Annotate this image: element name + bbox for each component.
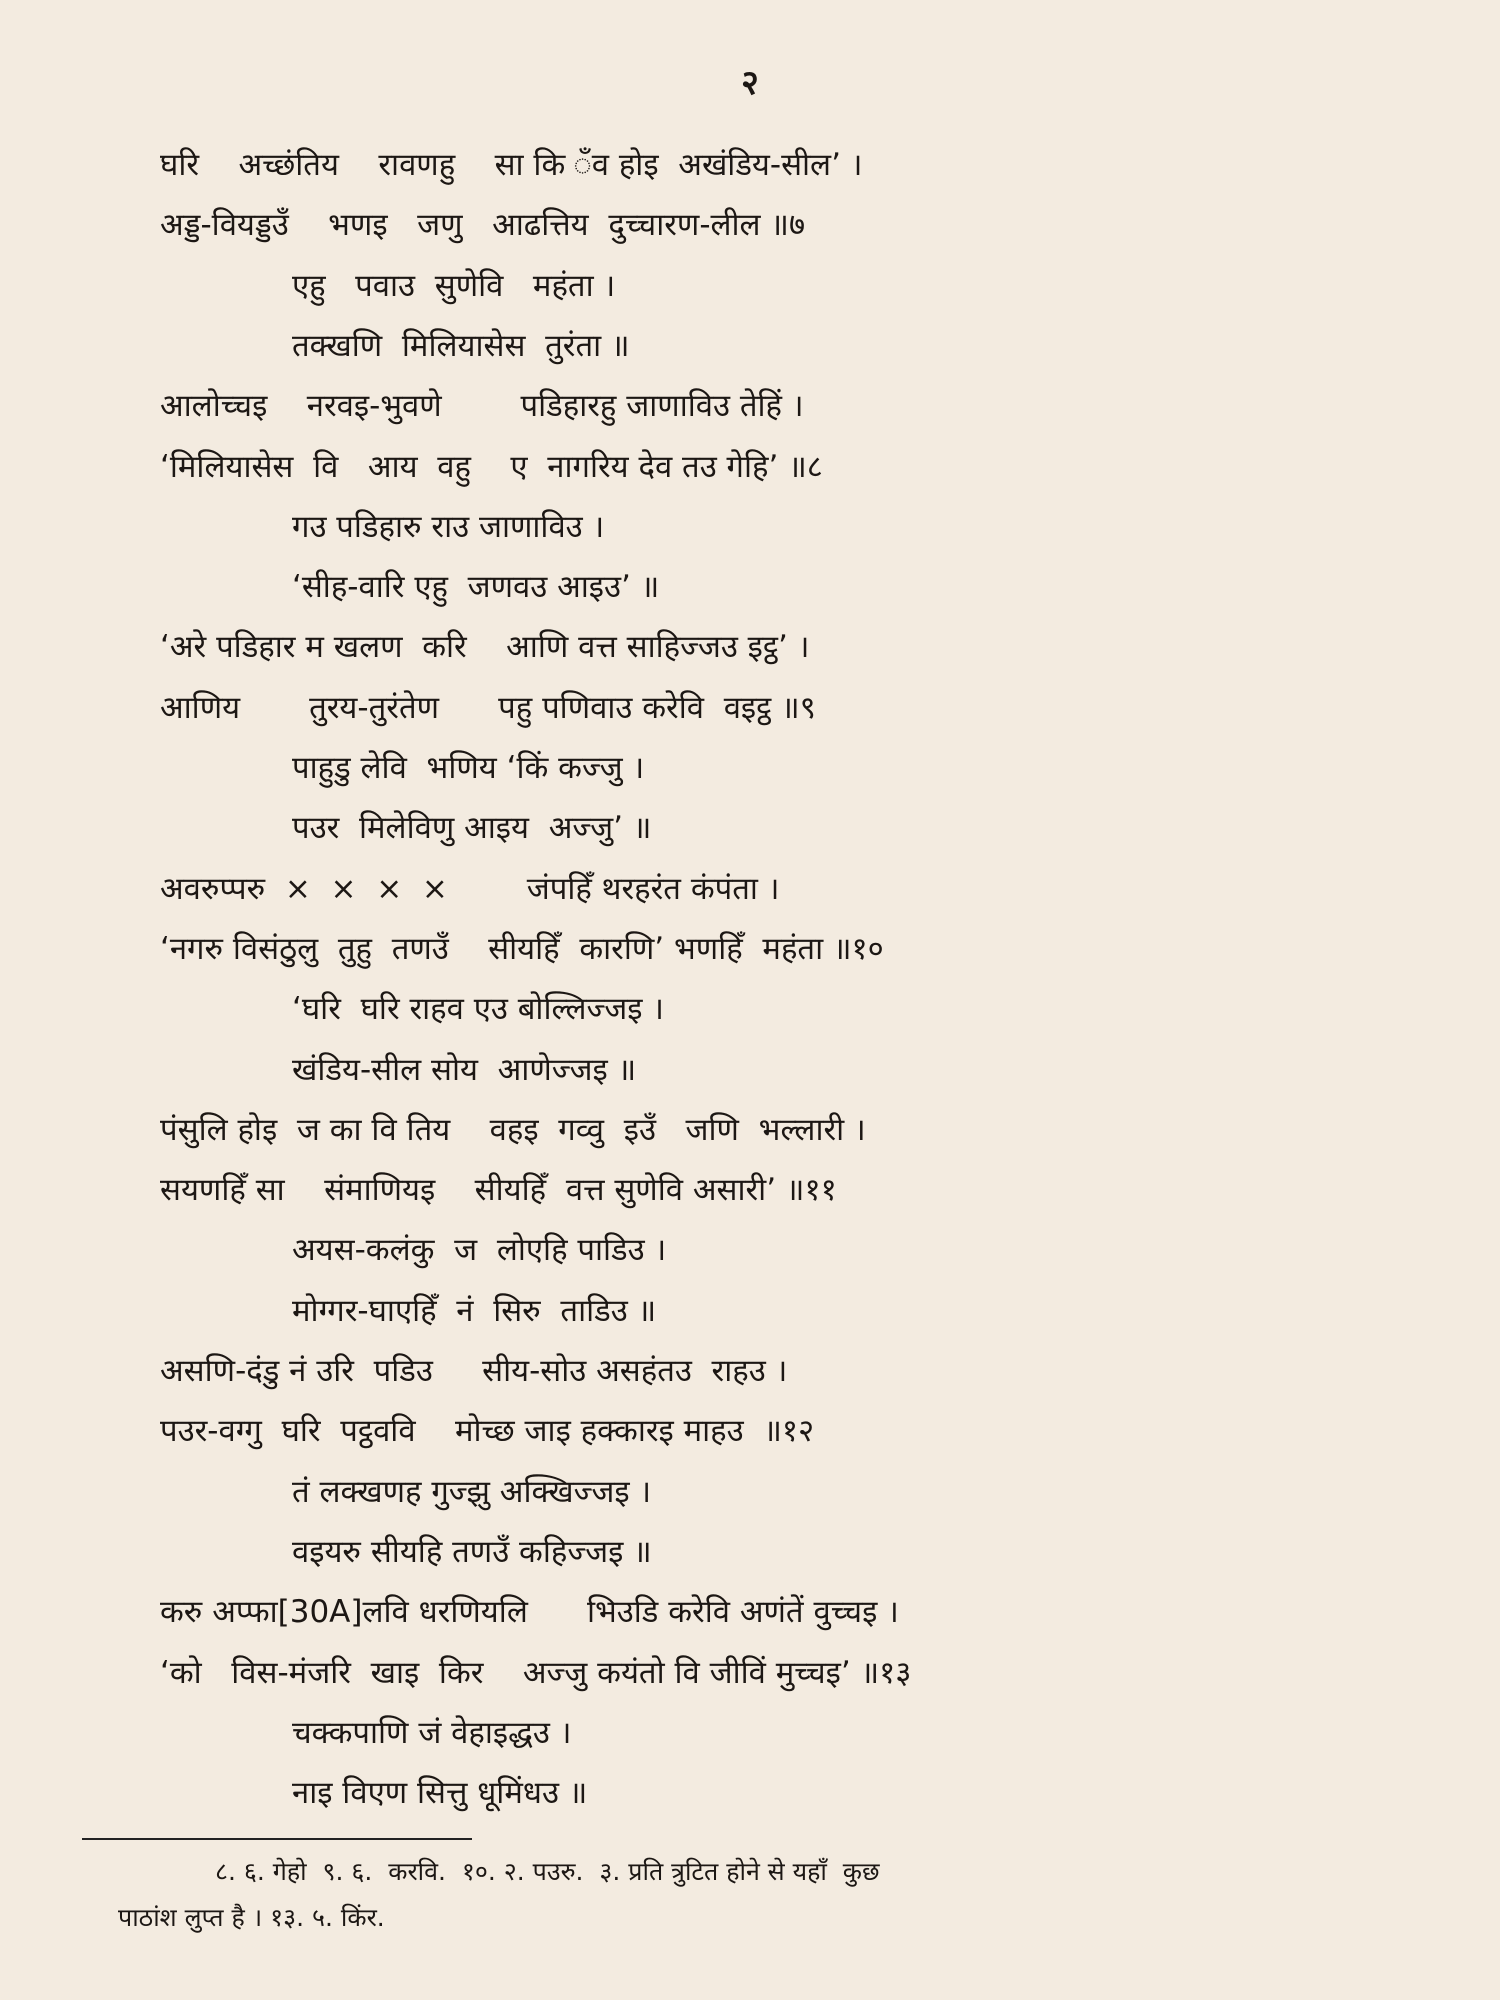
- footnote-line: ८. ६. गेहो ९. ६. करवि. १०. २. पउरु. ३. प्रति त्रुटित होने से यहाँ कुछ: [215, 1857, 880, 1886]
- verse-line: पउर मिलेविणु आइय अज्जु’ ॥: [292, 810, 652, 846]
- verse-line: असणि-दंडु नं उरि पडिउ सीय-सोउ असहंतउ राहउ ।: [160, 1353, 788, 1389]
- verse-line: पउर-वग्गु घरि पट्ठववि मोच्छ जाइ हक्कारइ माहउ ॥१२: [160, 1413, 815, 1449]
- verse-line: अयस-कलंकु ज लोएहि पाडिउ ।: [292, 1232, 667, 1268]
- verse-line: आणिय तुरय-तुरंतेण पहु पणिवाउ करेवि वइट्ठ ॥९: [160, 690, 816, 726]
- verse-line: अड्ड-वियड्डउँ भणइ जणु आढत्तिय दुच्चारण-लील ॥७: [160, 207, 806, 243]
- verse-line: घरि अच्छंतिय रावणहु सा कि ँव होइ अखंडिय-सील’ ।: [160, 147, 863, 183]
- footnote-rule: [82, 1838, 472, 1840]
- verse-line: आलोच्चइ नरवइ-भुवणे पडिहारहु जाणाविउ तेहिं ।: [160, 388, 804, 424]
- verse-line: तक्खणि मिलियासेस तुरंता ॥: [292, 328, 630, 364]
- verse-line: करु अप्फा[30A]लवि धरणियलि भिउडि करेवि अणंतें वुच्चइ ।: [160, 1594, 899, 1630]
- verse-line: ‘नगरु विसंठुलु तुहु तणउँ सीयहिँ कारणि’ भणहिँ महंता ॥१०: [160, 931, 884, 967]
- verse-line: ‘मिलियासेस वि आय वहु ए नागरिय देव तउ गेहि’ ॥८: [160, 449, 823, 485]
- verse-line: तं लक्खणह गुज्झु अक्खिज्जइ ।: [292, 1474, 652, 1510]
- page-number: २: [741, 63, 759, 103]
- verse-line: मोग्गर-घाएहिँ नं सिरु ताडिउ ॥: [292, 1293, 657, 1329]
- verse-line: चक्कपाणि जं वेहाइद्धउ ।: [292, 1715, 572, 1751]
- verse-line: खंडिय-सील सोय आणेज्जइ ॥: [292, 1052, 637, 1088]
- verse-line: ‘घरि घरि राहव एउ बोल्लिज्जइ ।: [292, 991, 665, 1027]
- verse-line: ‘को विस-मंजरि खाइ किर अज्जु कयंतो वि जीविं मुच्चइ’ ॥१३: [160, 1655, 912, 1691]
- verse-line: ‘सीह-वारि एहु जणवउ आइउ’ ॥: [292, 569, 660, 605]
- verse-line: ‘अरे पडिहार म खलण करि आणि वत्त साहिज्जउ इट्ठ’ ।: [160, 629, 810, 665]
- footnote-line: पाठांश लुप्त है । १३. ५. किंर.: [118, 1903, 385, 1932]
- verse-line: गउ पडिहारु राउ जाणाविउ ।: [292, 509, 605, 545]
- verse-line: नाइ विएण सित्तु धूमिंधउ ॥: [292, 1775, 588, 1811]
- verse-line: सयणहिँ सा संमाणियइ सीयहिँ वत्त सुणेवि असारी’ ॥११: [160, 1172, 837, 1208]
- verse-line: पंसुलि होइ ज का वि तिय वहइ गव्वु इउँ जणि भल्लारी ।: [160, 1112, 866, 1148]
- verse-line: एहु पवाउ सुणेवि महंता ।: [292, 268, 616, 304]
- verse-line: वइयरु सीयहि तणउँ कहिज्जइ ॥: [292, 1534, 652, 1570]
- verse-line: पाहुडु लेवि भणिय ‘किं कज्जु ।: [292, 750, 645, 786]
- verse-line: अवरुप्परु × × × × जंपहिँ थरहरंत कंपंता ।: [160, 871, 780, 907]
